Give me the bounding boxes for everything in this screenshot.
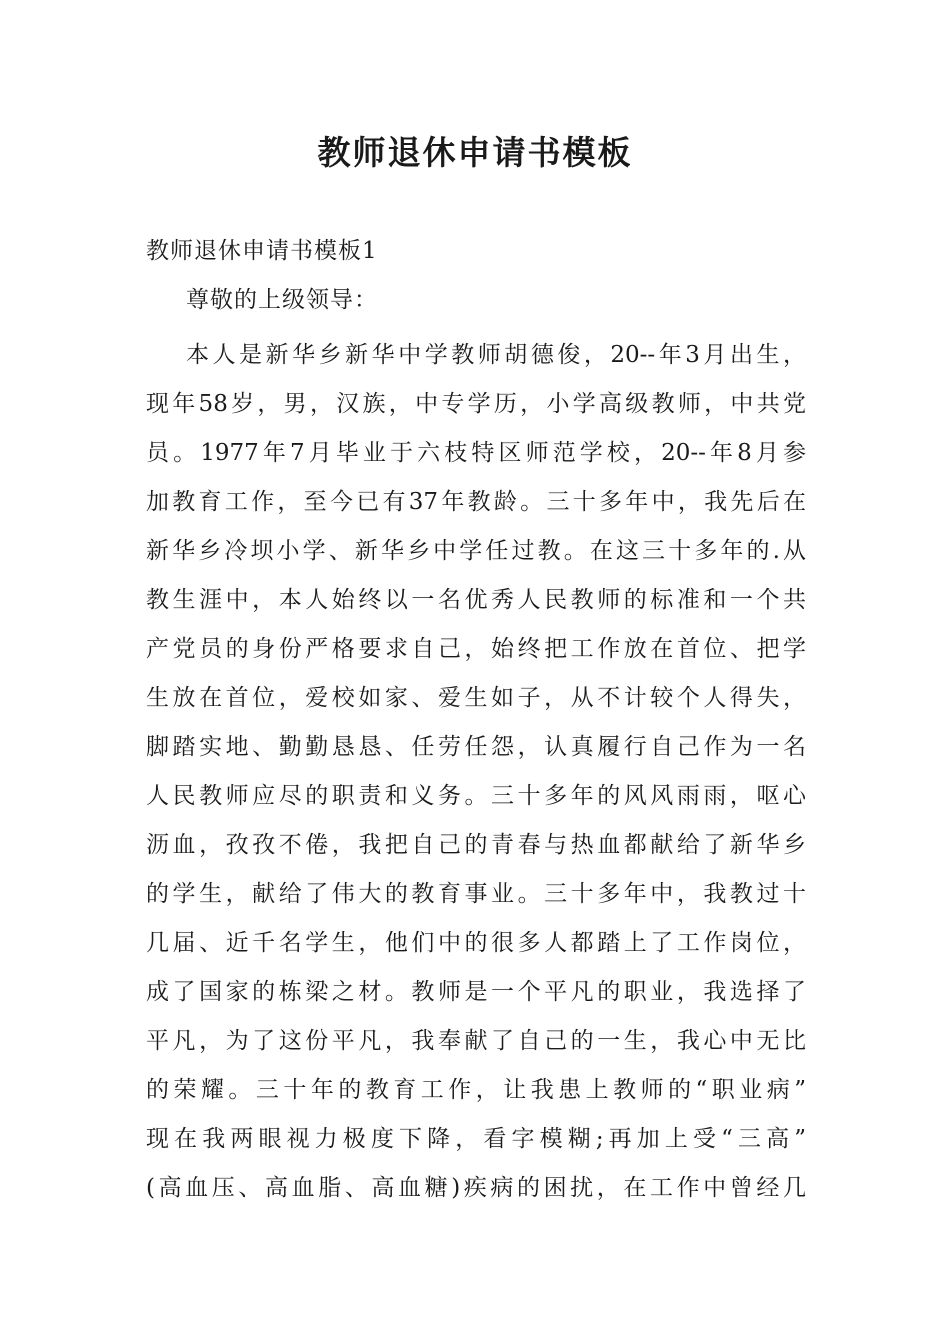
body-line: 几届、近千名学生，他们中的很多人都踏上了工作岗位， [146, 930, 806, 956]
body-line: 脚踏实地、勤勤恳恳、任劳任怨，认真履行自己作为一名 [146, 734, 806, 760]
body-line: 生放在首位，爱校如家、爱生如子，从不计较个人得失， [146, 685, 806, 711]
body-line: 产党员的身份严格要求自己，始终把工作放在首位、把学 [146, 636, 806, 662]
body-line: 的学生，献给了伟大的教育事业。三十多年中，我教过十 [146, 881, 806, 907]
body-line: 新华乡冷坝小学、新华乡中学任过教。在这三十多年的.从 [146, 538, 806, 564]
body-line: 现在我两眼视力极度下降，看字模糊;再加上受“三高” [146, 1126, 806, 1152]
body-line: (高血压、高血脂、高血糖)疾病的困扰，在工作中曾经几 [146, 1175, 806, 1201]
body-line: 教生涯中，本人始终以一名优秀人民教师的标准和一个共 [146, 587, 806, 613]
document-title: 教师退休申请书模板 [317, 133, 633, 172]
section-heading: 教师退休申请书模板1 [146, 238, 378, 264]
body-line: 的荣耀。三十年的教育工作，让我患上教师的“职业病” [146, 1077, 806, 1103]
body-line: 员。1977年7月毕业于六枝特区师范学校，20--年8月参 [146, 440, 806, 466]
body-line: 平凡，为了这份平凡，我奉献了自己的一生，我心中无比 [146, 1028, 806, 1054]
body-line: 沥血，孜孜不倦，我把自己的青春与热血都献给了新华乡 [146, 832, 806, 858]
body-line: 人民教师应尽的职责和义务。三十多年的风风雨雨，呕心 [146, 783, 806, 809]
salutation: 尊敬的上级领导： [186, 287, 378, 313]
body-line: 加教育工作，至今已有37年教龄。三十多年中，我先后在 [146, 489, 806, 515]
body-line: 本人是新华乡新华中学教师胡德俊，20--年3月出生， [186, 342, 806, 368]
body-line: 现年58岁，男，汉族，中专学历，小学高级教师，中共党 [146, 391, 806, 417]
body-line: 成了国家的栋梁之材。教师是一个平凡的职业，我选择了 [146, 979, 806, 1005]
body-text [146, 331, 806, 1213]
